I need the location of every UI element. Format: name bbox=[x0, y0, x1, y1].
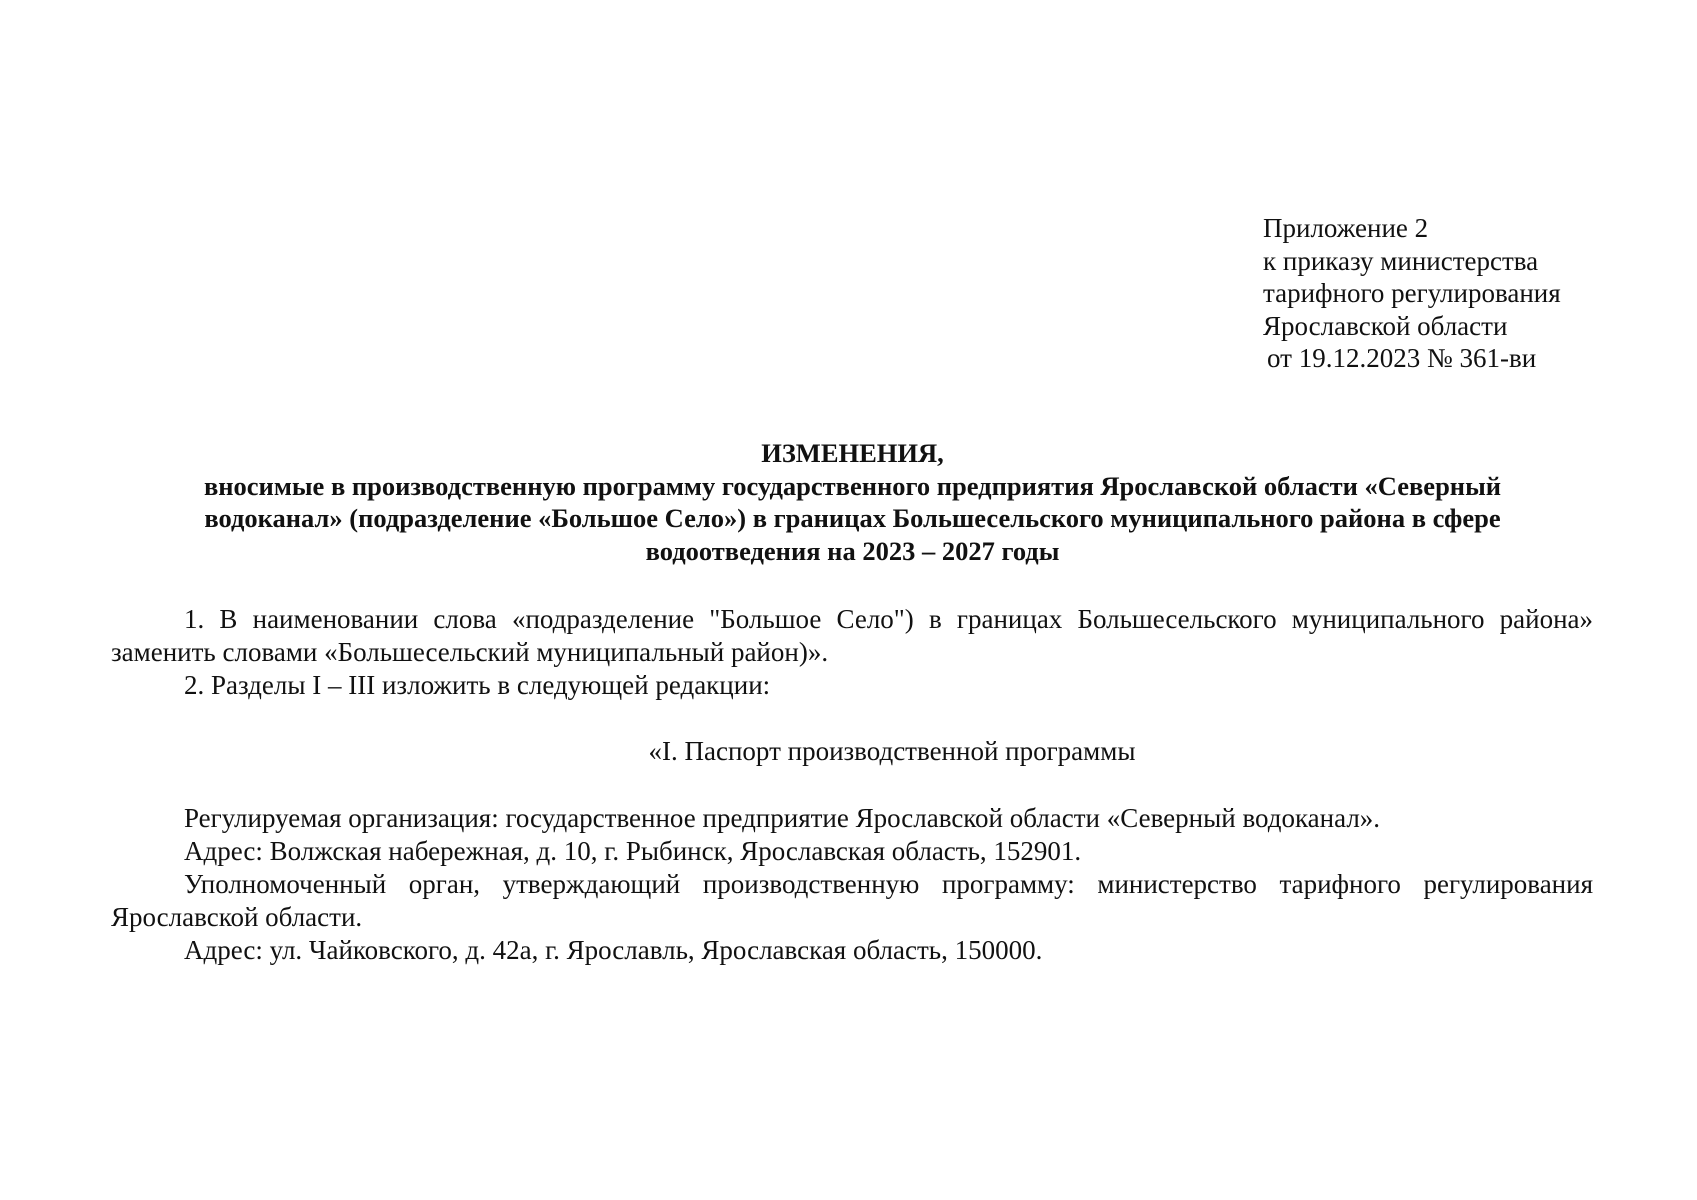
paragraph-authority-address: Адрес: ул. Чайковского, д. 42а, г. Ярославль, Ярославская область, 150000. bbox=[184, 935, 1043, 965]
document-heading bbox=[150, 437, 1555, 567]
document-body bbox=[111, 603, 1593, 967]
paragraph-authority: Уполномоченный орган, утверждающий производственную программу: министерство тарифного регулирования Ярославской области. bbox=[111, 869, 1593, 932]
paragraph-organization-address: Адрес: Волжская набережная, д. 10, г. Рыбинск, Ярославская область, 152901. bbox=[184, 836, 1082, 866]
appendix-ministry: тарифного регулирования bbox=[1263, 278, 1561, 308]
appendix-order-ref: к приказу министерства bbox=[1263, 245, 1539, 276]
paragraph-item-1: 1. В наименовании слова «подразделение "Большое Село") в границах Большесельского муниципального района» заменить словами «Большесельский муниципальный район)». bbox=[111, 604, 1593, 667]
document-title: ИЗМЕНЕНИЯ, bbox=[761, 438, 944, 468]
paragraph-item-2: 2. Разделы I – III изложить в следующей редакции: bbox=[184, 670, 771, 700]
appendix-block bbox=[1263, 212, 1561, 375]
document-subtitle: вносимые в производственную программу государственного предприятия Ярославской области «Северный водоканал» (подразделение «Большое Село») в границах Большесельского муниципального района в сфере водоотведения на 2023 – 2027 годы bbox=[203, 470, 1502, 566]
section-title: «I. Паспорт производственной программы bbox=[648, 736, 1136, 766]
paragraph-organization: Регулируемая организация: государственное предприятие Ярославской области «Северный водоканал». bbox=[184, 803, 1381, 833]
appendix-number: Приложение 2 bbox=[1263, 213, 1429, 243]
appendix-date-number: от 19.12.2023 № 361-ви bbox=[1267, 343, 1537, 373]
appendix-region: Ярославской области bbox=[1263, 310, 1508, 341]
